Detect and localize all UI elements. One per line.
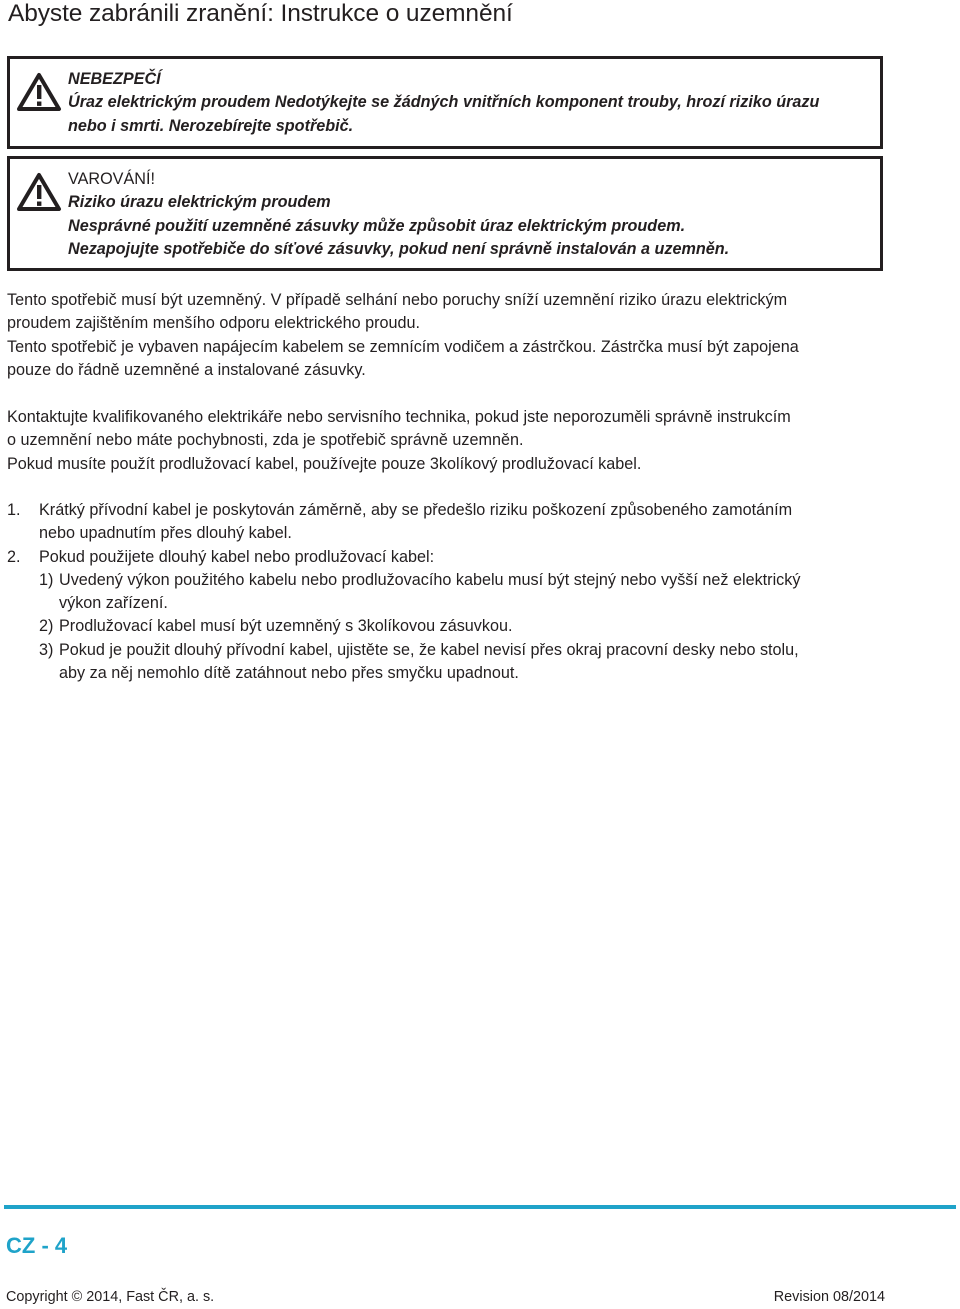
warning-notice: [7, 156, 883, 271]
warning-line: Riziko úrazu elektrickým proudem: [68, 193, 331, 212]
warning-line: Nezapojujte spotřebiče do síťové zásuvky, pokud není správně instalován a uzemněn.: [68, 239, 730, 258]
text-line: proudem zajištěním menšího odporu elektrického proudu.: [7, 314, 421, 333]
text-line: výkon zařízení.: [59, 594, 168, 613]
text-line: Tento spotřebič musí být uzemněný. V případě selhání nebo poruchy sníží uzemnění riziko úrazu elektrickým: [7, 291, 788, 309]
text-line: Kontaktujte kvalifikovaného elektrikáře nebo servisního technika, pokud jste neporozuměli správně instrukcím: [7, 408, 791, 426]
danger-line: Úraz elektrickým proudem Nedotýkejte se žádných vnitřních komponent trouby, hrozí riziko úrazu: [68, 93, 820, 112]
warning-triangle-icon: [16, 172, 62, 212]
sub-list-number: 2): [39, 617, 54, 636]
warning-line: Nesprávné použití uzemněné zásuvky může způsobit úraz elektrickým proudem.: [68, 216, 686, 235]
instruction-list: [7, 499, 947, 685]
sub-list-item: [39, 615, 947, 638]
list-number: 1.: [7, 501, 21, 519]
text-line: nebo upadnutím přes dlouhý kabel.: [39, 524, 292, 543]
page-number: CZ - 4: [6, 1233, 68, 1258]
text-line: Pokud použijete dlouhý kabel nebo prodlužovací kabel:: [39, 547, 435, 566]
text-line: pouze do řádně uzemněné a instalované zásuvky.: [7, 360, 366, 379]
sub-list-number: 3): [39, 640, 54, 659]
warning-triangle-icon: [16, 72, 62, 112]
list-number: 2.: [7, 547, 21, 566]
danger-heading: NEBEZPEČÍ: [68, 70, 161, 88]
footer-divider: [4, 1205, 956, 1209]
text-line: o uzemnění nebo máte pochybnosti, zda je spotřebič správně uzemněn.: [7, 431, 524, 450]
revision-text: Revision 08/2014: [773, 1289, 885, 1305]
text-line: Prodlužovací kabel musí být uzemněný s 3kolíkovou zásuvkou.: [59, 617, 513, 636]
list-item: [7, 546, 947, 569]
page-title: Abyste zabránili zranění: Instrukce o uzemnění: [8, 0, 513, 27]
warning-text: [68, 168, 874, 261]
grounding-paragraph: [7, 289, 917, 382]
danger-line: nebo i smrti. Nerozebírejte spotřebič.: [68, 116, 354, 135]
text-line: Pokud musíte použít prodlužovací kabel, používejte pouze 3kolíkový prodlužovací kabel.: [7, 454, 642, 473]
list-item: [7, 499, 947, 546]
sub-list-number: 1): [39, 570, 54, 589]
copyright-text: Copyright © 2014, Fast ČR, a. s.: [6, 1289, 215, 1305]
contact-paragraph: [7, 406, 917, 476]
text-line: aby za něj nemohlo dítě zatáhnout nebo přes smyčku upadnout.: [59, 664, 519, 683]
danger-notice: [7, 56, 883, 149]
text-line: Krátký přívodní kabel je poskytován záměrně, aby se předešlo riziku poškození způsobeného zamotáním: [39, 501, 793, 519]
text-line: Pokud je použit dlouhý přívodní kabel, ujistěte se, že kabel nevisí přes okraj pracovní desky nebo stolu,: [59, 640, 799, 659]
sub-list-item: [39, 569, 947, 616]
text-line: Tento spotřebič je vybaven napájecím kabelem se zemnícím vodičem a zástrčkou. Zástrčka musí být zapojena: [7, 337, 799, 356]
text-line: Uvedený výkon použitého kabelu nebo prodlužovacího kabelu musí být stejný nebo vyšší než elektrický: [59, 570, 801, 589]
warning-heading: VAROVÁNÍ!: [68, 170, 155, 188]
danger-text: [68, 68, 874, 138]
sub-list-item: [39, 639, 947, 686]
